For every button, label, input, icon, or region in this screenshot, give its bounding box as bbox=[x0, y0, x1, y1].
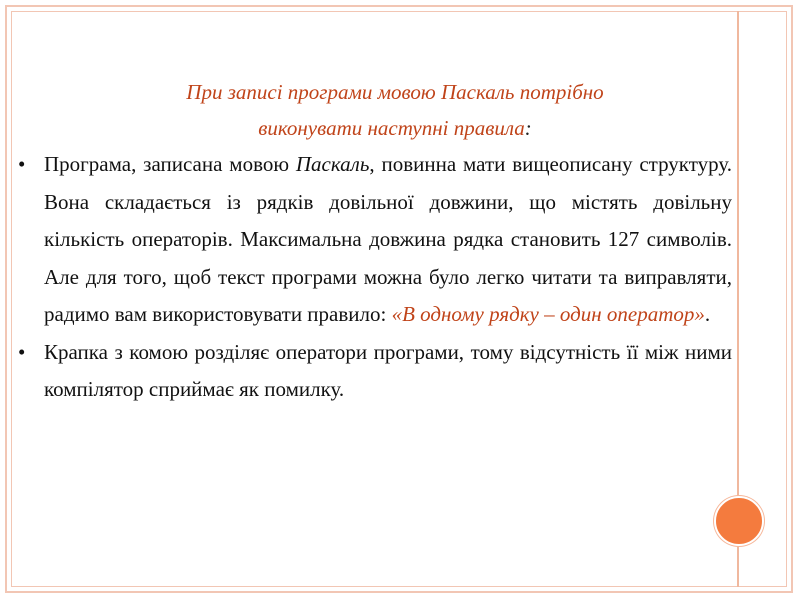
bullet-2-text: Крапка з комою розділяє оператори програми, тому відсутність її між ними компілятор сприймає як помилку. bbox=[44, 339, 732, 401]
accent-circle bbox=[714, 496, 764, 546]
bullet-1-quote: «В одному рядку – один оператор» bbox=[391, 302, 705, 326]
bullet-1-text-part1: Програма, записана мовою bbox=[44, 152, 296, 176]
heading-line-2-text: виконувати наступні правила bbox=[258, 116, 525, 140]
bullet-marker-1: • bbox=[18, 152, 26, 176]
bullet-item-2 bbox=[16, 334, 732, 409]
heading-line-1: При записі програми мовою Паскаль потрібно bbox=[186, 80, 604, 104]
bullet-1-italic-word: Паскаль bbox=[295, 152, 370, 176]
accent-line-bottom bbox=[737, 540, 739, 587]
slide-body bbox=[16, 146, 732, 409]
bullet-marker-2: • bbox=[18, 339, 26, 364]
bullet-item-1 bbox=[16, 146, 732, 334]
bullet-1-text-part2: , повинна мати вищеописану структуру. Вона складається із рядків довільної довжини, що містять довільну кількість операторів. Максимальна довжина рядка становить 127 символів. Але для того, щоб текст програми можна було легко читати та виправляти, радимо вам використовувати правило: bbox=[44, 152, 732, 326]
heading-colon: : bbox=[524, 116, 532, 140]
slide-heading bbox=[80, 74, 710, 146]
accent-line-top bbox=[737, 11, 739, 498]
heading-line-2 bbox=[80, 110, 710, 146]
bullet-1-end: . bbox=[704, 302, 711, 326]
